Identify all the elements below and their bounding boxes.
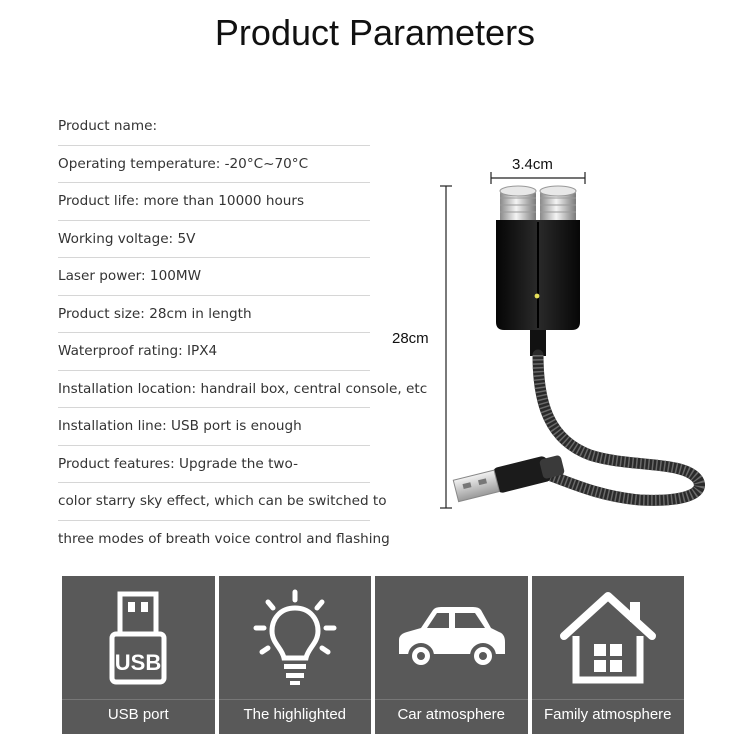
usb-icon (98, 588, 178, 688)
feature-usb-port (62, 576, 215, 734)
feature-tiles (62, 576, 684, 734)
param-installation-line: Installation line: USB port is enough (58, 408, 370, 446)
param-product-size: Product size: 28cm in length (58, 296, 370, 334)
param-product-life: Product life: more than 10000 hours (58, 183, 370, 221)
width-dimension-label: 3.4cm (512, 156, 553, 173)
feature-label-car-atmosphere: Car atmosphere (375, 699, 528, 734)
param-product-features-2: color starry sky effect, which can be switched to (58, 483, 370, 521)
feature-label-family-atmosphere: Family atmosphere (532, 699, 685, 734)
param-product-name: Product name: (58, 108, 370, 146)
width-dimension-line (491, 172, 585, 184)
param-product-features-1: Product features: Upgrade the two- (58, 446, 370, 484)
param-waterproof-rating: Waterproof rating: IPX4 (58, 333, 370, 371)
param-working-voltage: Working voltage: 5V (58, 221, 370, 259)
svg-text:USB: USB (115, 650, 162, 675)
height-dimension-label: 28cm (392, 330, 429, 347)
feature-label-highlighted: The highlighted (219, 699, 372, 734)
usb-projector-image (380, 150, 720, 530)
param-operating-temperature: Operating temperature: -20°C~70°C (58, 146, 370, 184)
product-illustration (380, 150, 720, 530)
feature-highlighted (219, 576, 372, 734)
param-product-features-3: three modes of breath voice control and flashing (58, 530, 390, 547)
house-icon (558, 588, 658, 688)
height-dimension-line (440, 186, 452, 508)
feature-family-atmosphere (532, 576, 685, 734)
feature-car-atmosphere (375, 576, 528, 734)
parameter-list (58, 108, 428, 558)
page-title: Product Parameters (214, 12, 536, 53)
param-installation-location: Installation location: handrail box, central console, etc (58, 371, 370, 409)
car-icon (391, 598, 511, 678)
light-bulb-icon (250, 588, 340, 688)
feature-label-usb-port: USB port (62, 699, 215, 734)
param-laser-power: Laser power: 100MW (58, 258, 370, 296)
